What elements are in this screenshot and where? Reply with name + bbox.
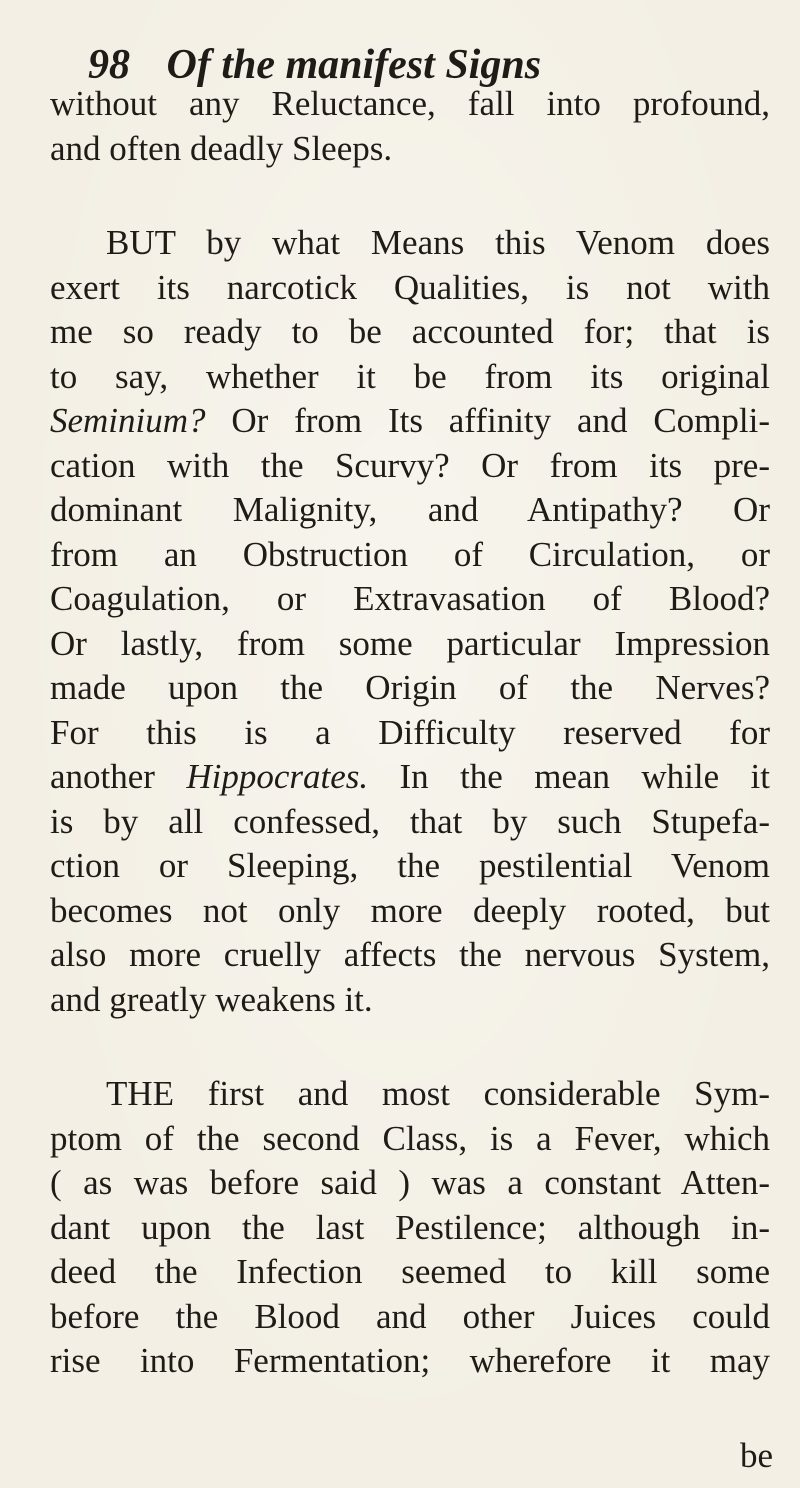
catchword: be: [740, 1436, 774, 1475]
text-line: cation with the Scurvy? Or from its pre-: [50, 445, 770, 485]
text-line: Coagulation, or Extravasation of Blood?: [50, 579, 770, 618]
text-line: without any Reluctance, fall into profound,: [50, 84, 770, 123]
text-line: Seminium? Or from Its affinity and Compli-: [50, 401, 770, 440]
text-line: dant upon the last Pestilence; although in-: [50, 1207, 770, 1247]
text-line: another Hippocrates. In the mean while it: [50, 757, 770, 796]
text-line: ction or Sleeping, the pestilential Venom: [50, 846, 770, 885]
text-line: before the Blood and other Juices could: [50, 1296, 770, 1336]
text-line: BUT by what Means this Venom does: [106, 223, 770, 262]
text-line: made upon the Origin of the Nerves?: [50, 668, 770, 707]
text-line: dominant Malignity, and Antipathy? Or: [50, 490, 770, 529]
text-line: deed the Infection seemed to kill some: [50, 1252, 770, 1291]
text-line: rise into Fermentation; wherefore it may: [50, 1341, 770, 1380]
text-line: becomes not only more deeply rooted, but: [50, 890, 770, 930]
text-line: from an Obstruction of Circulation, or: [50, 534, 770, 574]
running-title: Of the manifest Signs: [166, 42, 542, 88]
paragraph-gap: [50, 171, 770, 221]
paragraph-gap: [50, 1022, 770, 1072]
text-line: Or lastly, from some particular Impression: [50, 623, 770, 663]
body-text: [50, 82, 770, 1384]
text-line: also more cruelly affects the nervous System,: [50, 935, 770, 974]
text-line: to say, whether it be from its original: [50, 356, 770, 396]
text-line: is by all confessed, that by such Stupefa-: [50, 801, 770, 841]
text-line: exert its narcotick Qualities, is not with: [50, 267, 770, 307]
text-line: and greatly weakens it.: [50, 979, 373, 1019]
page-number: 98: [88, 42, 130, 88]
text-line: and often deadly Sleeps.: [50, 128, 393, 168]
text-line: ptom of the second Class, is a Fever, which: [50, 1118, 770, 1158]
italic-term: Hippocrates.: [186, 757, 369, 796]
text-line: For this is a Difficulty reserved for: [50, 712, 770, 752]
text-line: me so ready to be accounted for; that is: [50, 312, 770, 351]
text-line: ( as was before said ) was a constant Atten-: [50, 1163, 770, 1202]
text-line: THE first and most considerable Sym-: [106, 1074, 770, 1113]
italic-term: Seminium?: [50, 401, 206, 440]
